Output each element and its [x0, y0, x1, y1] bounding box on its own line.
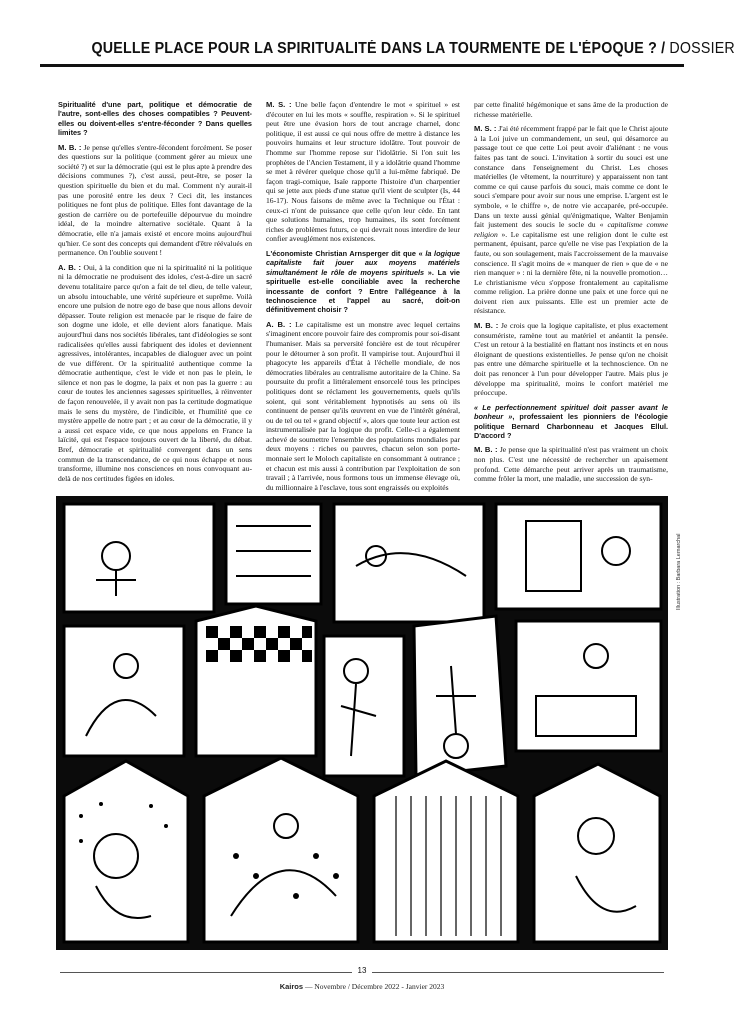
column-2 [266, 100, 460, 497]
panel-window-reader [496, 504, 661, 609]
answer-text: Une belle façon d'entendre le mot « spirituel » est d'écouter en lui les mots « souffle, respiration ». Si le spirituel peut être une évasion hors de tout ancrage charnel, donc politique, il est aussi ce qui nous offre de mettre à distance les pouvoirs humains et leur structure idolâtre. Tout pouvoir de l'homme sur l'homme repose sur l'idolâtrie. Si l'on suit les prophètes de l'Ancien Testament, il y a idolâtrie quand l'homme se met à révérer quelque chose qu'il a lui-même fabriqué. De façon tragi-comique, Isaïe rapporte l'histoire d'un charpentier qui se jette aux pieds d'une statue qu'il vient de sculpter (Is, 44 16-17). Nous faisons de même avec la Technique ou l'État : ceux-ci n'ont de puissance que celle qu'on leur cède. En tant que solutions humaines, trop humaines, ils sont forcément riches de problèmes futurs, ce qui devrait nous interdire de leur confier aveuglément nos existences. [266, 100, 461, 244]
question-1: Spiritualité d'une part, politique et démocratie de l'autre, sont-elles des choses compatibles ? Peuvent-elles ou doivent-elles s'entre-féconder ? Dans quelles limites ? [58, 100, 252, 138]
answer-ab-2 [266, 320, 460, 493]
header-rule [40, 64, 684, 67]
issue-date: — Novembre / Décembre 2022 - Janvier 2023 [304, 982, 445, 991]
quote-text: la logique capitaliste fait jouer aux moyens matériels simultanément le rôle de moyens spirituels [266, 248, 460, 277]
magazine-name: Kairos [279, 982, 304, 991]
answer-mb-2 [474, 321, 668, 398]
panel-sleeping [334, 504, 484, 622]
answer-ms-1 [266, 100, 460, 244]
speaker-mb: M. B. : [474, 445, 498, 455]
question-3 [474, 403, 668, 441]
page-header [91, 40, 735, 66]
page-number [0, 966, 724, 975]
speaker-ab: A. B. : [266, 319, 292, 329]
panel-bookshelf [226, 504, 321, 604]
answer-text: Je crois que la logique capitaliste, et plus exactement consumériste, ramène tout au matériel et anéantit la pensée. C'est un retour à la bestialité en flattant nos instincts et en nous éloignant de questions existentielles. Je pense qu'on ne choisit pas entre une démarche spirituelle et la technoscience. On ne doit pas renoncer à l'un pour développer l'autre. Mais plus je développe ma spiritualité, moins le confort matériel me préoccupe. [474, 321, 668, 398]
answer-text: Je pense qu'elles s'entre-fécondent forcément. Se poser des questions sur la politique (comment gérer au mieux une société ?) et sur la démocratie (qui est le plus apte à prendre des décisions communes ?), c'est aussi, peut-être, se poser la question spirituelle du bien et du mal. Comment n'y aurait-il pas une porosité entre les deux ? Ceci dit, les instances politiques ne font plus de politique. Elles font davantage de la gestion de carrière ou de portefeuille dépourvue du moindre idéal, de la moindre alternative sociétale. Quant à la démocratie, elle n'a jamais existé et encore moins aujourd'hui qu'hier. Ce sont des concepts qui demandent d'être réévalués en permanence. On l'oublie souvent ! [58, 142, 252, 258]
illustration [56, 496, 668, 950]
answer-text: ». Le capitalisme est une religion dont le culte est permanent, épuisant, parce qu'elle ne vise pas l'expiation de la faute, ou son soulagement, mais l'accroissement de la mauvaise conscience. Il s'agit moins de « manquer de rien » que de « ne rien manquer » : ni la dernière fête, ni la nouvelle promotion… Le christianisme vécu s'oppose frontalement au capitalisme comme religion. La prière donne une paix et une force qui ne doivent rien aux puissants. Elle est un premier acte de résistance. [474, 229, 668, 316]
question-text: L'économiste Christian Arnsperger dit que « [266, 248, 426, 258]
answer-text: J'ai été récemment frappé par le fait que le Christ ajoute à la Loi juive un commandement, un seul, qui désamorce au passage tout ce que cette Loi peut avoir d'aliénant : ne vous faites pas tant de souci. L'invitation à sortir du souci est une constance dans l'enseignement du Christ. Les choses matérielles (le vêtement, la nourriture) y apparaissent non tant comme ce qui cause parfois du souci, mais comme ce dont le souci s'empare pour avoir sur nous une emprise. L'argent est le symbole, « le chiffre », de notre vie accaparée, pré-occupée. Dans un texte aussi génial qu'énigmatique, Walter Benjamin fait justement des soucis le socle du « [474, 124, 669, 230]
question-text: , professaient les pionniers de l'écologie politique Bernard Charbonneau et Jacques Ellul. D'accord ? [474, 412, 668, 441]
answer-text: Je pense que la spiritualité n'est pas vraiment un choix non plus. C'est une nécessité de rechercher un apaisement profond. Cette démarche peut arriver après un traumatisme, comme frôler la mort, une maladie, une succession de syn- [474, 445, 668, 484]
speaker-ms: M. S. : [266, 100, 292, 109]
answer-ab-1 [58, 263, 252, 484]
page-number-text: 13 [352, 966, 373, 975]
column-1 [58, 100, 252, 497]
house-flowers [204, 758, 358, 942]
speaker-mb: M. B. : [58, 142, 82, 152]
answer-text: Le capitalisme est un monstre avec lequel certains s'imaginent encore pouvoir faire des compromis pour soi-disant l'humaniser. Mais sa perversité foncière est de tout récupérer pour le détourner à son profit. Il vampirise tout. Aujourd'hui il phagocyte les appareils d'État à l'échelle mondiale, de nos démocraties libérales au centralisme autoritaire de la Chine. Sa poursuite du profit a littéralement ensorcelé tous les principes politiques dont se réclament les gouvernements, quels qu'ils soient, qui sont véritablement hypnotisés au sens où ils continuent de penser qu'ils œuvrent en vue de l'intérêt général, ou de tel ou tel « grand objectif », alors que toute leur action est instrumentalisée par la logique du profit. Celle-ci a également achevé de soumettre l'ensemble des populations mondiales par deux moyens : riches ou pauvres, chacun selon son porte-monnaie sert le Moloch capitaliste en consommant à outrance ; et chacun est mis aussi à contribution par l'exploitation de son travail ; à l'arrivée, nous formons tous un immense élevage où, du millionnaire à l'esclave, tous sont engraissés ou exploités [266, 319, 460, 492]
answer-mb-1 [58, 143, 252, 258]
article-columns [58, 100, 669, 492]
section-label: DOSSIER [669, 40, 735, 57]
panel-desk [516, 621, 661, 751]
question-2 [266, 249, 460, 315]
speaker-mb: M. B. : [474, 321, 499, 331]
quote-text: « Le perfectionnement spirituel doit passer avant le bonheur » [474, 402, 668, 422]
article-title: QUELLE PLACE POUR LA SPIRITUALITÉ DANS LA TOURMENTE DE L'ÉPOQUE ? [91, 40, 657, 57]
answer-ms-2 [474, 124, 668, 316]
question-text: ». La vie spirituelle est-elle conciliable avec la recherche incessante de confort ? Entre l'allégeance à la technoscience et l'appel au sacré, doit-on définitivement choisir ? [266, 267, 460, 315]
header-separator: / [661, 40, 666, 57]
house-stars [64, 761, 188, 942]
panel-reading-room [64, 504, 214, 612]
answer-mb-3 [474, 445, 668, 483]
panel-figure [324, 636, 404, 776]
illustration-credit: Illustration : Barbara Lemarchal [676, 533, 682, 610]
panel-plants [64, 626, 184, 756]
answer-text: Oui, à la condition que ni la spiritualité ni la politique ni la démocratie ne produisent des idoles, c'est-à-dire un sacré devenu totalitaire parce qu'on a fait de tel dieu, de telle valeur, un absolu intouchable, une vérité supérieure et suprême. Voilà encore une pulsion de notre ego de base que nous allons devoir dépasser. Toute religion est menacée par le risque de faire de son dogme une idole, et elle devient alors fanatique. Mais aujourd'hui dans nos sociétés libérales, tant d'idéologies se sont radicalisées qu'elles aussi fabriquent des idoles et deviennent agressives, intolérantes, incapables de dialoguer avec un point de vue différent. Or la spiritualité authentique comme la démocratie authentique, c'est le vide et non pas le plein, le silence et non pas le dogme, la paix et non pas la guerre : au cœur de toutes les anciennes sagesses spirituelles, à réinventer de façon renouvelée, il y avait non pas la certitude dogmatique mais le sens du mystère, de l'indicible, et l'humilité que ce mystère appelle de notre part ; et au cœur de la démocratie, il y a aussi cet espace vide, ce que nous appelons en France la laïcité, qui est l'espace toujours ouvert de la liberté, du débat. Bref, démocratie et spiritualité convergent dans un sens commun de la transcendance, de ce qui nous échappe et nous transforme, illumine nos consciences en nous convoquant au-delà de nos certitudes figées en idoles. [58, 262, 253, 483]
page-footer [0, 982, 724, 991]
illustration-drawing [56, 496, 668, 950]
quote-text: capitalisme comme religion [474, 220, 668, 239]
speaker-ms: M. S. : [474, 124, 497, 134]
column-3 [474, 100, 668, 497]
continued-text: par cette finalité hégémonique et sans âme de la production de richesse matérielle. [474, 100, 668, 119]
speaker-ab: A. B. : [58, 262, 82, 272]
